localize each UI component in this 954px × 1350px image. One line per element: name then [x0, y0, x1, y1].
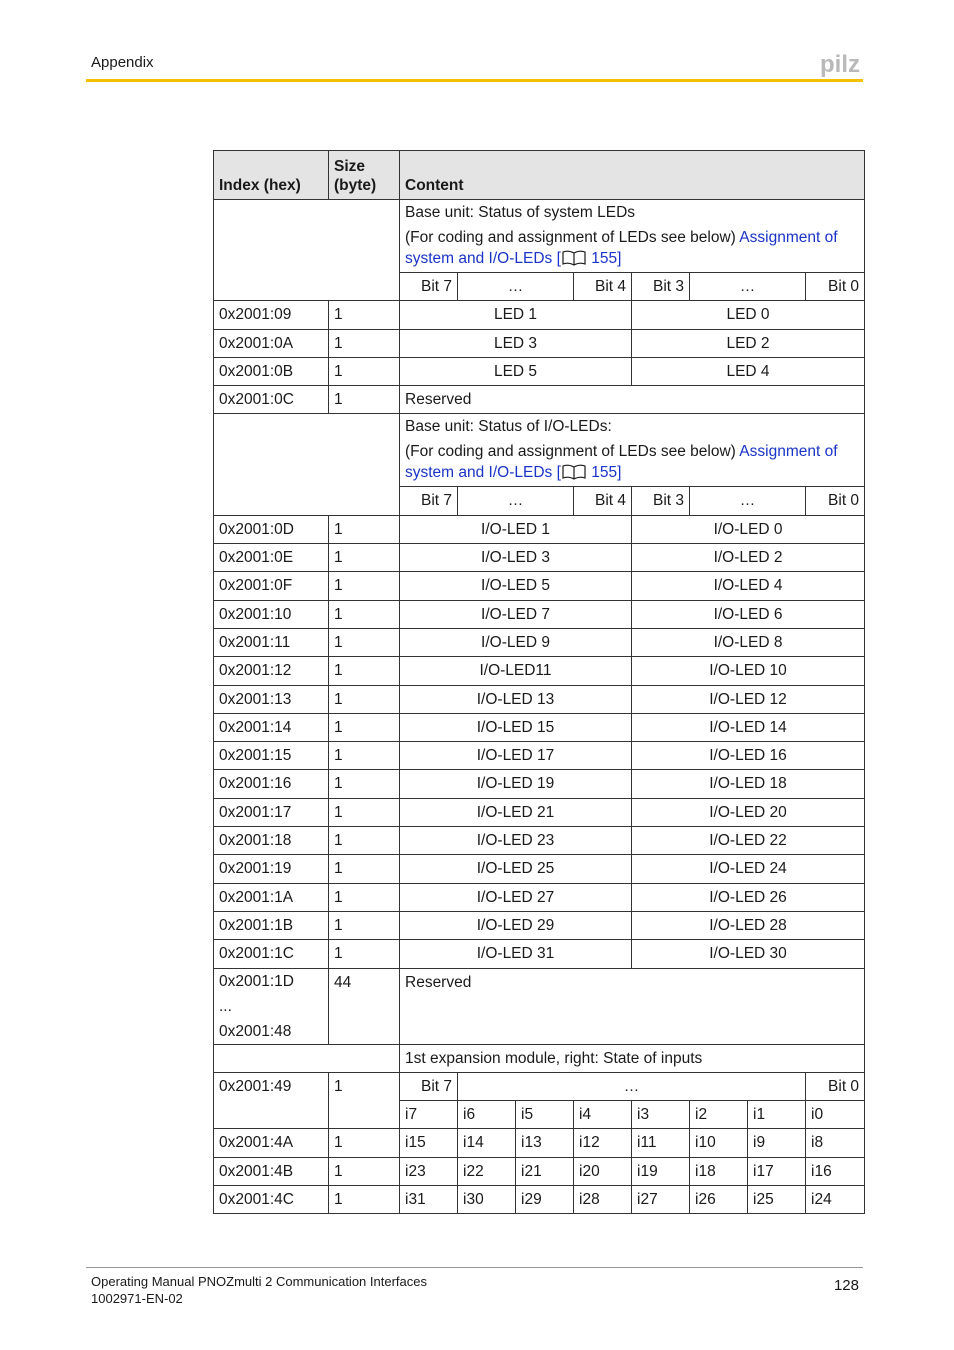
bit-3-label: Bit 3	[632, 487, 690, 515]
io-led-description	[400, 414, 865, 487]
doc-number: 1002971-EN-02	[91, 1291, 183, 1306]
led-low-cell: I/O-LED 6	[632, 600, 865, 628]
table-row	[214, 600, 865, 628]
input-bit-cell: i26	[690, 1186, 748, 1214]
input-bit-cell: i2	[690, 1101, 748, 1129]
input-bit-cell: i18	[690, 1157, 748, 1185]
size-cell: 1	[329, 329, 400, 357]
bit-ellipsis: …	[690, 273, 806, 301]
led-high-cell: I/O-LED 7	[400, 600, 632, 628]
col-header-size: Size (byte)	[329, 151, 400, 200]
index-cell: 0x2001:0A	[214, 329, 329, 357]
size-cell: 1	[329, 386, 400, 414]
footer-rule	[86, 1267, 863, 1268]
section-title: Appendix	[91, 54, 154, 71]
table-row	[214, 572, 865, 600]
led-high-cell: LED 5	[400, 357, 632, 385]
sys-led-description	[400, 200, 865, 273]
table-header-row	[214, 151, 865, 200]
table-row	[214, 798, 865, 826]
led-low-cell: I/O-LED 20	[632, 798, 865, 826]
bit-4-label: Bit 4	[574, 273, 632, 301]
led-low-cell: I/O-LED 26	[632, 883, 865, 911]
led-high-cell: I/O-LED 5	[400, 572, 632, 600]
bit-7-label: Bit 7	[400, 273, 458, 301]
table-row	[214, 657, 865, 685]
table-row	[214, 940, 865, 968]
bit-0-label: Bit 0	[806, 1072, 865, 1100]
input-bit-cell: i23	[400, 1157, 458, 1185]
index-cell: 0x2001:16	[214, 770, 329, 798]
table-row	[214, 301, 865, 329]
size-cell: 1	[329, 855, 400, 883]
input-bit-cell: i20	[574, 1157, 632, 1185]
index-cell: 0x2001:13	[214, 685, 329, 713]
led-high-cell: I/O-LED 27	[400, 883, 632, 911]
led-low-cell: I/O-LED 22	[632, 827, 865, 855]
led-low-cell: I/O-LED 28	[632, 911, 865, 939]
index-cell: 0x2001:0F	[214, 572, 329, 600]
size-cell: 1	[329, 572, 400, 600]
bit-header-row	[214, 1072, 865, 1100]
input-bit-cell: i0	[806, 1101, 865, 1129]
index-cell: 0x2001:17	[214, 798, 329, 826]
size-cell: 1	[329, 742, 400, 770]
link-text: Assignment of system and I/O-LEDs [	[405, 229, 838, 267]
led-high-cell: I/O-LED 9	[400, 628, 632, 656]
page-number: 128	[833, 1277, 859, 1294]
index-cell: 0x2001:18	[214, 827, 329, 855]
input-bit-cell: i16	[806, 1157, 865, 1185]
table-row	[214, 685, 865, 713]
bit-0-label: Bit 0	[806, 487, 865, 515]
size-cell: 1	[329, 357, 400, 385]
index-cell: 0x2001:10	[214, 600, 329, 628]
empty-cell	[214, 414, 400, 515]
led-low-cell: LED 0	[632, 301, 865, 329]
input-bit-cell: i5	[516, 1101, 574, 1129]
index-cell: 0x2001:15	[214, 742, 329, 770]
bit-4-label: Bit 4	[574, 487, 632, 515]
led-high-cell: I/O-LED 17	[400, 742, 632, 770]
size-cell: 44	[329, 968, 400, 1044]
input-bit-cell: i31	[400, 1186, 458, 1214]
led-high-cell: I/O-LED 3	[400, 544, 632, 572]
input-bit-cell: i24	[806, 1186, 865, 1214]
index-range-cell	[214, 968, 329, 1044]
index-cell: 0x2001:14	[214, 713, 329, 741]
input-bit-cell: i4	[574, 1101, 632, 1129]
index-cell: 0x2001:0B	[214, 357, 329, 385]
input-bit-cell: i27	[632, 1186, 690, 1214]
index-cell: 0x2001:1A	[214, 883, 329, 911]
table-row	[214, 968, 865, 1044]
led-low-cell: I/O-LED 16	[632, 742, 865, 770]
led-high-cell: I/O-LED 19	[400, 770, 632, 798]
bit-7-label: Bit 7	[400, 1072, 458, 1100]
led-low-cell: I/O-LED 4	[632, 572, 865, 600]
table-row	[214, 544, 865, 572]
object-table	[213, 150, 865, 1214]
index-cell: 0x2001:4A	[214, 1129, 329, 1157]
led-high-cell: I/O-LED11	[400, 657, 632, 685]
size-cell: 1	[329, 628, 400, 656]
input-bit-cell: i29	[516, 1186, 574, 1214]
bit-ellipsis: …	[690, 487, 806, 515]
size-cell: 1	[329, 685, 400, 713]
bit-ellipsis: …	[458, 1072, 806, 1100]
index-range-ellipsis: ...	[219, 997, 232, 1015]
input-bit-cell: i3	[632, 1101, 690, 1129]
led-low-cell: I/O-LED 0	[632, 515, 865, 543]
size-cell: 1	[329, 911, 400, 939]
input-bit-cell: i7	[400, 1101, 458, 1129]
index-cell: 0x2001:1B	[214, 911, 329, 939]
empty-cell	[214, 200, 400, 301]
size-cell: 1	[329, 1072, 400, 1129]
input-bit-cell: i8	[806, 1129, 865, 1157]
coding-note-text: (For coding and assignment of LEDs see below)	[405, 443, 736, 461]
link-page: 155]	[591, 250, 622, 267]
size-cell: 1	[329, 515, 400, 543]
book-icon	[561, 250, 587, 266]
table-row	[214, 386, 865, 414]
led-low-cell: I/O-LED 18	[632, 770, 865, 798]
bit-ellipsis: …	[458, 487, 574, 515]
book-icon	[561, 464, 587, 480]
table-row	[214, 1157, 865, 1185]
size-cell: 1	[329, 940, 400, 968]
col-header-content: Content	[400, 151, 865, 200]
size-cell: 1	[329, 1157, 400, 1185]
reserved-cell: Reserved	[400, 386, 865, 414]
index-cell: 0x2001:49	[214, 1072, 329, 1129]
size-cell: 1	[329, 1129, 400, 1157]
led-high-cell: I/O-LED 23	[400, 827, 632, 855]
input-bit-cell: i9	[748, 1129, 806, 1157]
group-header-row	[214, 200, 865, 273]
led-low-cell: I/O-LED 10	[632, 657, 865, 685]
header-rule	[86, 79, 863, 82]
coding-note	[405, 441, 859, 483]
size-cell: 1	[329, 883, 400, 911]
input-bit-cell: i30	[458, 1186, 516, 1214]
led-low-cell: I/O-LED 30	[632, 940, 865, 968]
led-low-cell: I/O-LED 8	[632, 628, 865, 656]
index-range-index-start: 0x2001:1D	[219, 972, 294, 990]
input-bit-cell: i15	[400, 1129, 458, 1157]
index-cell: 0x2001:19	[214, 855, 329, 883]
size-cell: 1	[329, 1186, 400, 1214]
size-cell: 1	[329, 301, 400, 329]
bit-0-label: Bit 0	[806, 273, 865, 301]
table-row	[214, 329, 865, 357]
size-cell: 1	[329, 798, 400, 826]
input-bit-cell: i12	[574, 1129, 632, 1157]
index-cell: 0x2001:0D	[214, 515, 329, 543]
led-high-cell: I/O-LED 1	[400, 515, 632, 543]
index-cell: 0x2001:09	[214, 301, 329, 329]
input-bit-cell: i1	[748, 1101, 806, 1129]
led-low-cell: LED 2	[632, 329, 865, 357]
footer-info	[91, 1273, 427, 1307]
led-high-cell: I/O-LED 31	[400, 940, 632, 968]
index-cell: 0x2001:11	[214, 628, 329, 656]
table-row	[214, 713, 865, 741]
input-bit-cell: i6	[458, 1101, 516, 1129]
table-row	[214, 883, 865, 911]
bit-ellipsis: …	[458, 273, 574, 301]
manual-title: Operating Manual PNOZmulti 2 Communication Interfaces	[91, 1274, 427, 1289]
input-bit-cell: i17	[748, 1157, 806, 1185]
led-high-cell: LED 3	[400, 329, 632, 357]
size-cell: 1	[329, 713, 400, 741]
input-bit-cell: i14	[458, 1129, 516, 1157]
size-cell: 1	[329, 770, 400, 798]
led-low-cell: LED 4	[632, 357, 865, 385]
input-bit-cell: i11	[632, 1129, 690, 1157]
index-cell: 0x2001:0C	[214, 386, 329, 414]
led-low-cell: I/O-LED 24	[632, 855, 865, 883]
led-low-cell: I/O-LED 14	[632, 713, 865, 741]
input-bit-cell: i10	[690, 1129, 748, 1157]
table-row	[214, 357, 865, 385]
input-bit-cell: i13	[516, 1129, 574, 1157]
table-row	[214, 1129, 865, 1157]
description-text: Base unit: Status of I/O-LEDs:	[405, 418, 612, 436]
coding-note-text: (For coding and assignment of LEDs see below)	[405, 229, 736, 246]
index-cell: 0x2001:0E	[214, 544, 329, 572]
table-row	[214, 742, 865, 770]
size-cell: 1	[329, 827, 400, 855]
table-row	[214, 515, 865, 543]
table-row	[214, 628, 865, 656]
led-high-cell: I/O-LED 25	[400, 855, 632, 883]
size-cell: 1	[329, 544, 400, 572]
index-cell: 0x2001:4C	[214, 1186, 329, 1214]
input-bit-cell: i25	[748, 1186, 806, 1214]
led-low-cell: I/O-LED 12	[632, 685, 865, 713]
led-high-cell: LED 1	[400, 301, 632, 329]
size-cell: 1	[329, 657, 400, 685]
col-header-index: Index (hex)	[214, 151, 329, 200]
led-low-cell: I/O-LED 2	[632, 544, 865, 572]
coding-note	[405, 227, 859, 269]
link-page: 155]	[591, 464, 622, 482]
table-row	[214, 827, 865, 855]
index-cell: 0x2001:1C	[214, 940, 329, 968]
pilz-logo	[820, 50, 864, 78]
group-header-row	[214, 1044, 865, 1072]
svg-text:pilz: pilz	[820, 51, 860, 78]
led-high-cell: I/O-LED 21	[400, 798, 632, 826]
led-high-cell: I/O-LED 13	[400, 685, 632, 713]
table-row	[214, 911, 865, 939]
bit-7-label: Bit 7	[400, 487, 458, 515]
bit-3-label: Bit 3	[632, 273, 690, 301]
input-bit-cell: i22	[458, 1157, 516, 1185]
led-high-cell: I/O-LED 15	[400, 713, 632, 741]
link-text: Assignment of system and I/O-LEDs [	[405, 443, 838, 482]
input-bit-cell: i19	[632, 1157, 690, 1185]
table-row	[214, 855, 865, 883]
expansion-description: 1st expansion module, right: State of inputs	[400, 1044, 865, 1072]
table-row	[214, 770, 865, 798]
description-text: Base unit: Status of system LEDs	[405, 204, 636, 221]
index-cell: 0x2001:4B	[214, 1157, 329, 1185]
input-bit-cell: i21	[516, 1157, 574, 1185]
input-bit-cell: i28	[574, 1186, 632, 1214]
group-header-row	[214, 414, 865, 487]
reserved-cell: Reserved	[400, 968, 865, 1044]
led-high-cell: I/O-LED 29	[400, 911, 632, 939]
size-cell: 1	[329, 600, 400, 628]
index-range-index-end: 0x2001:48	[219, 1022, 292, 1040]
index-cell: 0x2001:12	[214, 657, 329, 685]
empty-cell	[214, 1044, 400, 1072]
table-row	[214, 1186, 865, 1214]
